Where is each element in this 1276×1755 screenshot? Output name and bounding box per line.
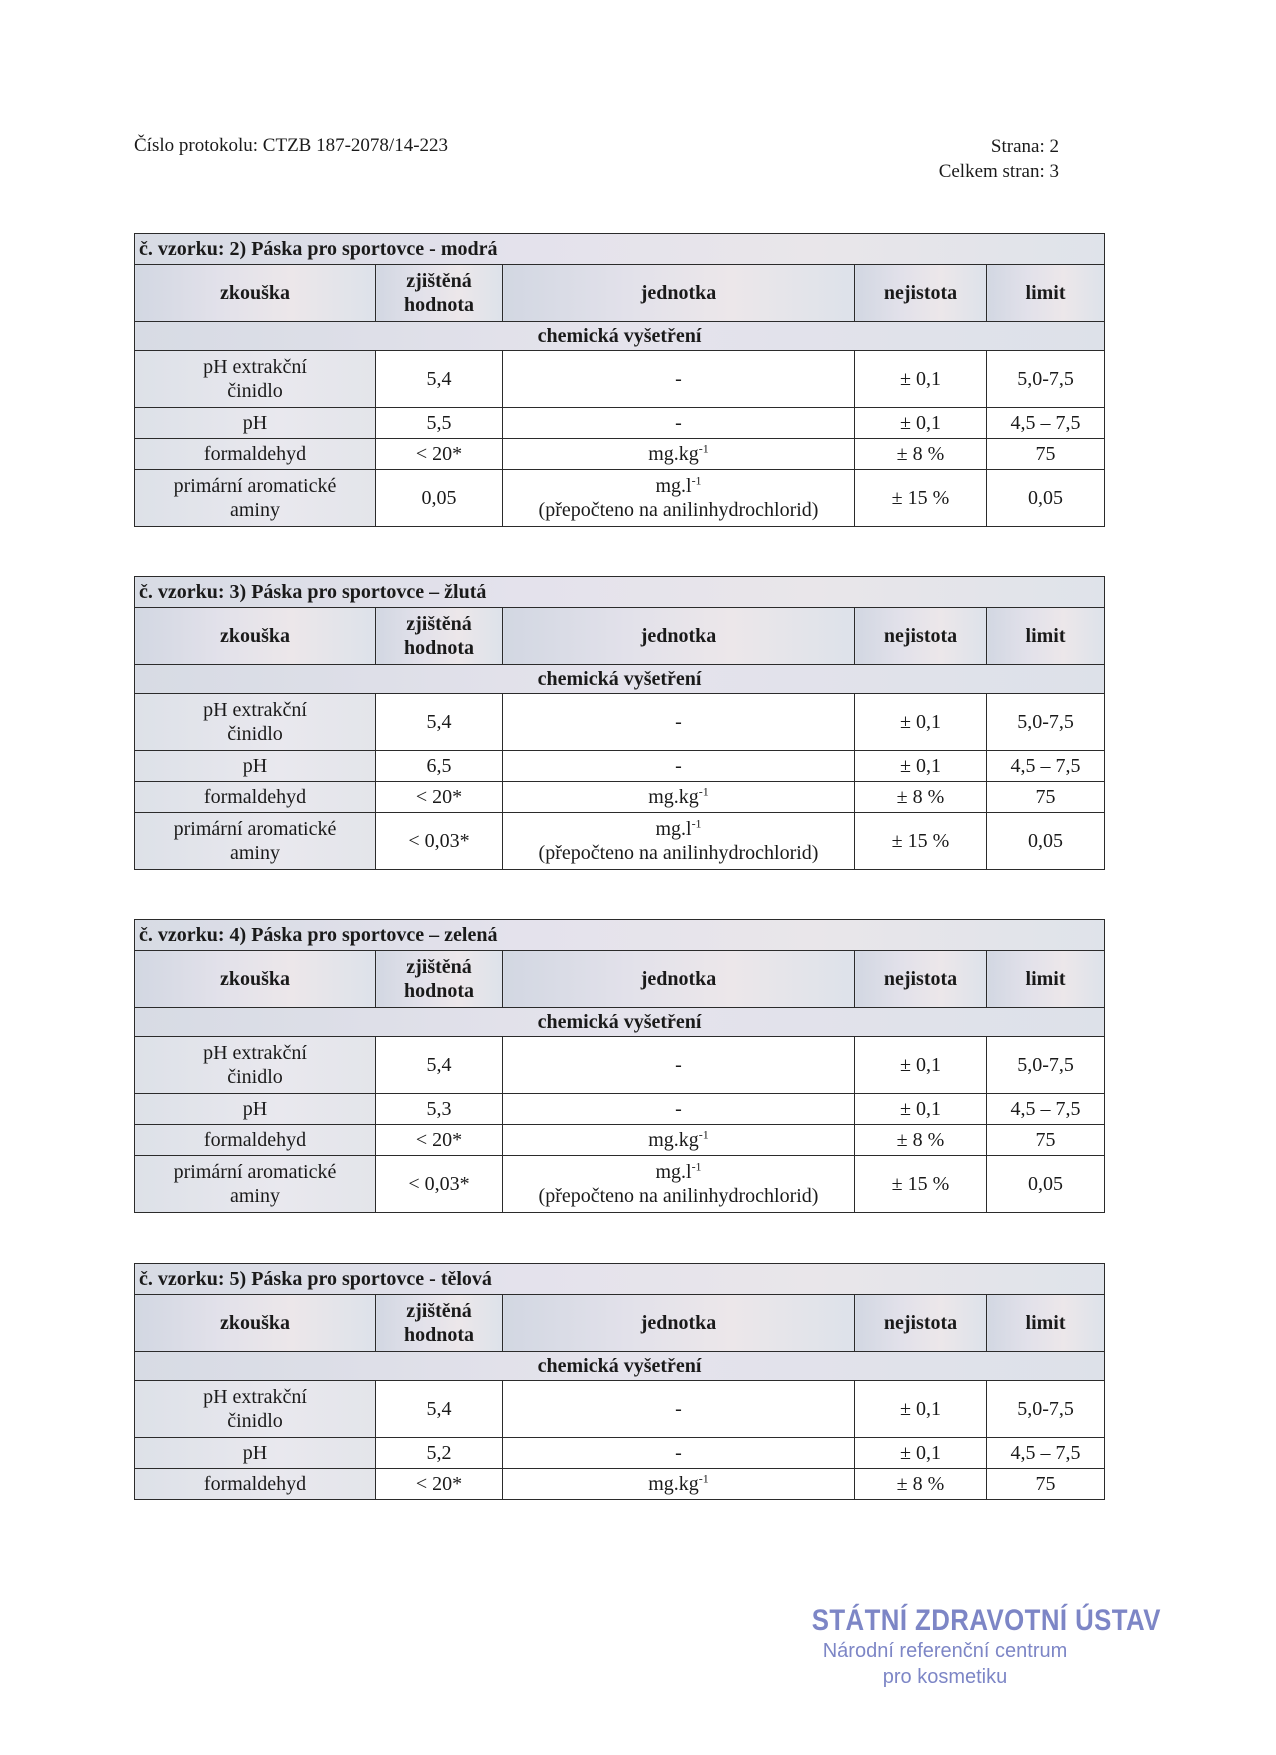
measured-value: 0,05: [376, 470, 503, 527]
test-name: pH extrakční činidlo: [135, 1037, 376, 1094]
measured-value: < 0,03*: [376, 813, 503, 870]
col-value: zjištěná hodnota: [376, 1295, 503, 1352]
test-name: pH: [135, 1438, 376, 1469]
unit: $mg.kg^{-1}$: [503, 1469, 855, 1500]
sample-table-5: [134, 1263, 1105, 1500]
limit: 75: [987, 1125, 1105, 1156]
col-test: zkouška: [135, 1295, 376, 1352]
unit: -: [503, 351, 855, 408]
page-info: [880, 134, 1059, 184]
test-name: pH: [135, 751, 376, 782]
sample-title: č. vzorku: 4) Páska pro sportovce – zelená: [135, 920, 1105, 951]
uncertainty: ± 15 %: [855, 813, 987, 870]
page-total: Celkem stran: 3: [938, 161, 1059, 182]
test-name: formaldehyd: [135, 1125, 376, 1156]
unit: $mg.l^{-1}$ (přepočteno na anilinhydrochlorid): [503, 813, 855, 870]
unit: -: [503, 1037, 855, 1094]
limit: 5,0-7,5: [987, 694, 1105, 751]
column-header-row: [135, 265, 1105, 322]
limit: 75: [987, 439, 1105, 470]
unit: $mg.l^{-1}$ (přepočteno na anilinhydrochlorid): [503, 1156, 855, 1213]
test-name: primární aromatické aminy: [135, 813, 376, 870]
table-row: [135, 1469, 1105, 1500]
uncertainty: ± 8 %: [855, 782, 987, 813]
limit: 4,5 – 7,5: [987, 408, 1105, 439]
uncertainty: ± 8 %: [855, 1469, 987, 1500]
col-limit: limit: [987, 1295, 1105, 1352]
limit: 5,0-7,5: [987, 1037, 1105, 1094]
unit: $mg.kg^{-1}$: [503, 1125, 855, 1156]
table-row: [135, 1125, 1105, 1156]
unit: -: [503, 751, 855, 782]
uncertainty: ± 8 %: [855, 439, 987, 470]
limit: 4,5 – 7,5: [987, 751, 1105, 782]
col-test: zkouška: [135, 265, 376, 322]
section-label: chemická vyšetření: [135, 1352, 1105, 1381]
limit: 0,05: [987, 470, 1105, 527]
table-row: [135, 751, 1105, 782]
test-name: formaldehyd: [135, 1469, 376, 1500]
col-limit: limit: [987, 608, 1105, 665]
uncertainty: ± 0,1: [855, 408, 987, 439]
test-name: formaldehyd: [135, 439, 376, 470]
protocol-number: Číslo protokolu: CTZB 187-2078/14-223: [134, 135, 449, 156]
institution-stamp: [790, 1604, 1161, 1690]
test-name: pH: [135, 408, 376, 439]
col-value: zjištěná hodnota: [376, 265, 503, 322]
measured-value: < 20*: [376, 782, 503, 813]
col-value: zjištěná hodnota: [376, 608, 503, 665]
col-value: zjištěná hodnota: [376, 951, 503, 1008]
unit: $mg.kg^{-1}$: [503, 439, 855, 470]
limit: 0,05: [987, 813, 1105, 870]
measured-value: 6,5: [376, 751, 503, 782]
unit: -: [503, 1438, 855, 1469]
table-row: [135, 470, 1105, 527]
sample-table-3: [134, 576, 1105, 870]
measured-value: < 20*: [376, 1469, 503, 1500]
limit: 4,5 – 7,5: [987, 1094, 1105, 1125]
test-name: pH extrakční činidlo: [135, 694, 376, 751]
column-header-row: [135, 608, 1105, 665]
col-unit: jednotka: [503, 1295, 855, 1352]
measured-value: < 0,03*: [376, 1156, 503, 1213]
measured-value: 5,4: [376, 694, 503, 751]
stamp-institution-name: STÁTNÍ ZDRAVOTNÍ ÚSTAV: [811, 1604, 1161, 1637]
stamp-centre-name: Národní referenční centrum: [822, 1640, 1068, 1662]
table-row: [135, 1381, 1105, 1438]
limit: 5,0-7,5: [987, 351, 1105, 408]
uncertainty: ± 0,1: [855, 751, 987, 782]
col-uncertainty: nejistota: [855, 1295, 987, 1352]
test-name: primární aromatické aminy: [135, 470, 376, 527]
test-name: pH: [135, 1094, 376, 1125]
measured-value: 5,4: [376, 1037, 503, 1094]
uncertainty: ± 0,1: [855, 1037, 987, 1094]
table-row: [135, 782, 1105, 813]
table-row: [135, 1037, 1105, 1094]
section-label: chemická vyšetření: [135, 665, 1105, 694]
unit: $mg.kg^{-1}$: [503, 782, 855, 813]
column-header-row: [135, 951, 1105, 1008]
section-label: chemická vyšetření: [135, 322, 1105, 351]
col-unit: jednotka: [503, 608, 855, 665]
measured-value: 5,5: [376, 408, 503, 439]
uncertainty: ± 15 %: [855, 470, 987, 527]
uncertainty: ± 15 %: [855, 1156, 987, 1213]
uncertainty: ± 0,1: [855, 1438, 987, 1469]
stamp-centre-scope: pro kosmetiku: [882, 1666, 1008, 1688]
col-uncertainty: nejistota: [855, 951, 987, 1008]
table-row: [135, 1438, 1105, 1469]
test-name: pH extrakční činidlo: [135, 1381, 376, 1438]
sample-table-2: [134, 233, 1105, 527]
page-number: Strana: 2: [990, 136, 1059, 157]
uncertainty: ± 0,1: [855, 694, 987, 751]
table-row: [135, 408, 1105, 439]
test-name: primární aromatické aminy: [135, 1156, 376, 1213]
table-row: [135, 694, 1105, 751]
measured-value: < 20*: [376, 1125, 503, 1156]
limit: 75: [987, 1469, 1105, 1500]
measured-value: 5,3: [376, 1094, 503, 1125]
unit: -: [503, 1381, 855, 1438]
col-uncertainty: nejistota: [855, 265, 987, 322]
sample-title: č. vzorku: 2) Páska pro sportovce - modrá: [135, 234, 1105, 265]
limit: 5,0-7,5: [987, 1381, 1105, 1438]
col-limit: limit: [987, 265, 1105, 322]
col-limit: limit: [987, 951, 1105, 1008]
measured-value: 5,4: [376, 351, 503, 408]
measured-value: < 20*: [376, 439, 503, 470]
measured-value: 5,4: [376, 1381, 503, 1438]
limit: 75: [987, 782, 1105, 813]
col-test: zkouška: [135, 608, 376, 665]
section-label: chemická vyšetření: [135, 1008, 1105, 1037]
column-header-row: [135, 1295, 1105, 1352]
sample-title: č. vzorku: 5) Páska pro sportovce - tělová: [135, 1264, 1105, 1295]
uncertainty: ± 0,1: [855, 351, 987, 408]
col-unit: jednotka: [503, 951, 855, 1008]
measured-value: 5,2: [376, 1438, 503, 1469]
unit: $mg.l^{-1}$ (přepočteno na anilinhydrochlorid): [503, 470, 855, 527]
col-test: zkouška: [135, 951, 376, 1008]
table-row: [135, 813, 1105, 870]
table-row: [135, 1094, 1105, 1125]
uncertainty: ± 0,1: [855, 1094, 987, 1125]
limit: 4,5 – 7,5: [987, 1438, 1105, 1469]
sample-title: č. vzorku: 3) Páska pro sportovce – žlutá: [135, 577, 1105, 608]
table-row: [135, 351, 1105, 408]
table-row: [135, 439, 1105, 470]
uncertainty: ± 8 %: [855, 1125, 987, 1156]
col-unit: jednotka: [503, 265, 855, 322]
test-name: pH extrakční činidlo: [135, 351, 376, 408]
table-row: [135, 1156, 1105, 1213]
unit: -: [503, 694, 855, 751]
unit: -: [503, 1094, 855, 1125]
col-uncertainty: nejistota: [855, 608, 987, 665]
test-name: formaldehyd: [135, 782, 376, 813]
uncertainty: ± 0,1: [855, 1381, 987, 1438]
limit: 0,05: [987, 1156, 1105, 1213]
unit: -: [503, 408, 855, 439]
sample-table-4: [134, 919, 1105, 1213]
